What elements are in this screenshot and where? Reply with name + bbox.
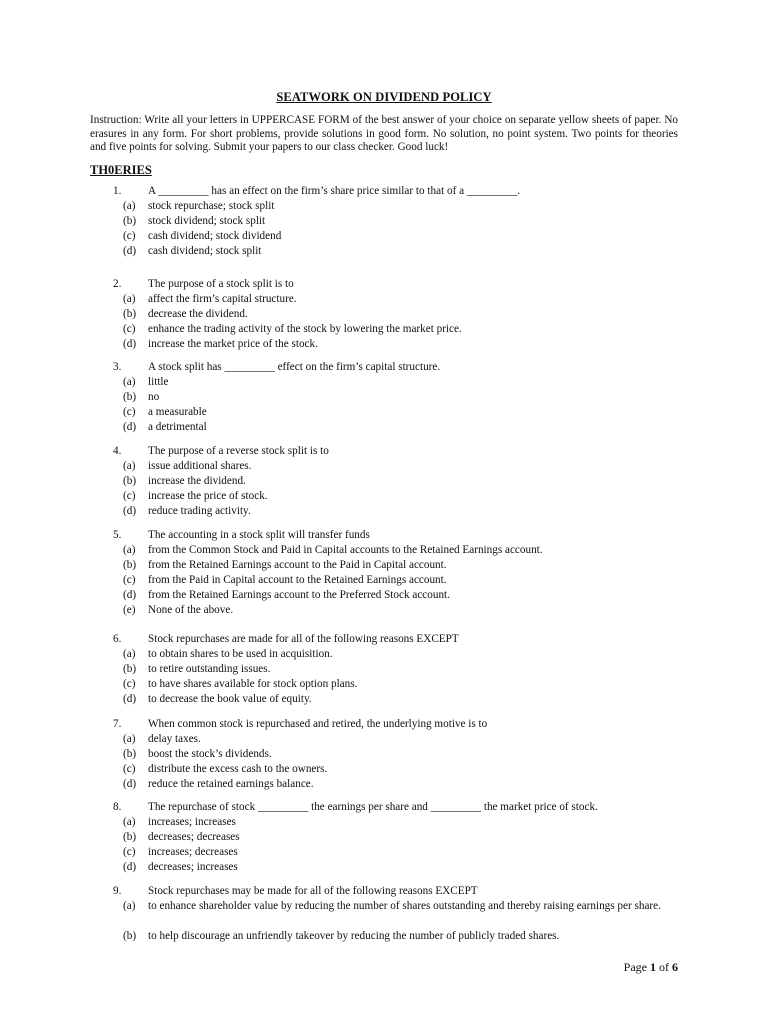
answer-option xyxy=(0,375,768,390)
question-number: 7. xyxy=(113,718,122,730)
question-text: When common stock is repurchased and retired, the underlying motive is to xyxy=(148,718,488,730)
option-text: enhance the trading activity of the stock by lowering the market price. xyxy=(148,323,462,335)
question-number: 2. xyxy=(113,278,122,290)
question-item xyxy=(0,632,768,707)
option-text: to enhance shareholder value by reducing the number of shares outstanding and thereby raising earnings per share. xyxy=(148,900,661,912)
option-letter: (e) xyxy=(123,604,136,616)
option-letter: (c) xyxy=(123,230,136,242)
option-text: delay taxes. xyxy=(148,733,201,745)
question-stem xyxy=(0,528,768,543)
option-letter: (a) xyxy=(123,648,136,660)
option-letter: (d) xyxy=(123,589,137,601)
answer-option xyxy=(0,603,768,618)
answer-option xyxy=(0,647,768,662)
option-text: boost the stock’s dividends. xyxy=(148,748,272,760)
option-letter: (a) xyxy=(123,816,136,828)
answer-option xyxy=(0,420,768,435)
option-letter: (b) xyxy=(123,748,137,760)
question-text: Stock repurchases are made for all of the following reasons EXCEPT xyxy=(148,633,459,645)
option-letter: (d) xyxy=(123,245,137,257)
question-stem xyxy=(0,884,768,899)
option-text: increases; increases xyxy=(148,816,236,828)
answer-option xyxy=(0,929,768,944)
question-number: 9. xyxy=(113,885,122,897)
answer-option xyxy=(0,489,768,504)
answer-option xyxy=(0,459,768,474)
option-letter: (b) xyxy=(123,391,137,403)
option-letter: (b) xyxy=(123,831,137,843)
option-letter: (c) xyxy=(123,846,136,858)
option-letter: (b) xyxy=(123,215,137,227)
option-text: reduce the retained earnings balance. xyxy=(148,778,314,790)
option-letter: (b) xyxy=(123,559,137,571)
option-text: increase the market price of the stock. xyxy=(148,338,318,350)
answer-option xyxy=(0,405,768,420)
option-letter: (d) xyxy=(123,778,137,790)
option-letter: (a) xyxy=(123,733,136,745)
question-text: The accounting in a stock split will transfer funds xyxy=(148,529,370,541)
answer-option xyxy=(0,662,768,677)
question-number: 4. xyxy=(113,445,122,457)
question-number: 1. xyxy=(113,185,122,197)
answer-option xyxy=(0,692,768,707)
question-stem xyxy=(0,717,768,732)
page-of-label: of xyxy=(656,960,672,974)
answer-option xyxy=(0,747,768,762)
question-stem xyxy=(0,800,768,815)
option-text: from the Retained Earnings account to the Paid in Capital account. xyxy=(148,559,447,571)
option-text: from the Paid in Capital account to the Retained Earnings account. xyxy=(148,574,447,586)
question-stem xyxy=(0,444,768,459)
question-text: A _________ has an effect on the firm’s share price similar to that of a _________. xyxy=(148,185,520,197)
option-text: from the Retained Earnings account to the Preferred Stock account. xyxy=(148,589,450,601)
answer-option xyxy=(0,830,768,845)
answer-option xyxy=(0,307,768,322)
question-text: The purpose of a reverse stock split is to xyxy=(148,445,329,457)
option-text: a measurable xyxy=(148,406,207,418)
option-text: increase the price of stock. xyxy=(148,490,268,502)
option-letter: (c) xyxy=(123,574,136,586)
answer-option xyxy=(0,762,768,777)
answer-option xyxy=(0,860,768,875)
question-number: 3. xyxy=(113,361,122,373)
answer-option xyxy=(0,732,768,747)
question-item xyxy=(0,444,768,519)
answer-option xyxy=(0,899,768,929)
option-letter: (d) xyxy=(123,693,137,705)
option-letter: (b) xyxy=(123,930,137,942)
question-item xyxy=(0,884,768,944)
answer-option xyxy=(0,543,768,558)
page-footer xyxy=(624,960,678,975)
question-text: A stock split has _________ effect on the firm’s capital structure. xyxy=(148,361,441,373)
option-letter: (c) xyxy=(123,490,136,502)
question-item xyxy=(0,277,768,352)
answer-option xyxy=(0,229,768,244)
option-text: decreases; decreases xyxy=(148,831,240,843)
option-letter: (c) xyxy=(123,323,136,335)
answer-option xyxy=(0,337,768,352)
question-item xyxy=(0,360,768,435)
section-heading: TH0ERIES xyxy=(90,163,152,177)
answer-option xyxy=(0,815,768,830)
question-item xyxy=(0,528,768,618)
answer-option xyxy=(0,677,768,692)
page-label: Page xyxy=(623,960,650,974)
answer-option xyxy=(0,322,768,337)
option-letter: (d) xyxy=(123,861,137,873)
question-stem xyxy=(0,360,768,375)
option-text: reduce trading activity. xyxy=(148,505,251,517)
option-letter: (d) xyxy=(123,421,137,433)
option-text: affect the firm’s capital structure. xyxy=(148,293,297,305)
option-letter: (a) xyxy=(123,293,136,305)
option-text: a detrimental xyxy=(148,421,207,433)
question-stem xyxy=(0,184,768,199)
answer-option xyxy=(0,214,768,229)
option-text: stock dividend; stock split xyxy=(148,215,266,227)
question-item xyxy=(0,717,768,792)
option-letter: (a) xyxy=(123,544,136,556)
option-text: little xyxy=(148,376,169,388)
page-title: SEATWORK ON DIVIDEND POLICY xyxy=(276,90,492,104)
answer-option xyxy=(0,504,768,519)
question-number: 5. xyxy=(113,529,122,541)
answer-option xyxy=(0,292,768,307)
option-text: decreases; increases xyxy=(148,861,238,873)
option-text: stock repurchase; stock split xyxy=(148,200,275,212)
option-text: None of the above. xyxy=(148,604,234,616)
answer-option xyxy=(0,588,768,603)
option-text: to obtain shares to be used in acquisition. xyxy=(148,648,333,660)
question-text: Stock repurchases may be made for all of the following reasons EXCEPT xyxy=(148,885,478,897)
option-text: increases; decreases xyxy=(148,846,238,858)
option-letter: (c) xyxy=(123,763,136,775)
option-letter: (b) xyxy=(123,475,137,487)
answer-option xyxy=(0,390,768,405)
option-text: to decrease the book value of equity. xyxy=(148,693,312,705)
question-stem xyxy=(0,632,768,647)
page-total: 6 xyxy=(672,960,678,974)
option-text: to retire outstanding issues. xyxy=(148,663,271,675)
option-letter: (c) xyxy=(123,678,136,690)
question-number: 8. xyxy=(113,801,122,813)
answer-option xyxy=(0,573,768,588)
question-stem xyxy=(0,277,768,292)
page-current: 1 xyxy=(650,960,656,974)
option-text: no xyxy=(148,391,160,403)
question-text: The purpose of a stock split is to xyxy=(148,278,294,290)
option-text: issue additional shares. xyxy=(148,460,252,472)
option-text: to have shares available for stock option plans. xyxy=(148,678,358,690)
question-text: The repurchase of stock _________ the earnings per share and _________ the market price of stock. xyxy=(148,801,598,813)
option-text: cash dividend; stock split xyxy=(148,245,262,257)
option-letter: (a) xyxy=(123,460,136,472)
option-letter: (a) xyxy=(123,200,136,212)
answer-option xyxy=(0,777,768,792)
option-letter: (c) xyxy=(123,406,136,418)
option-letter: (d) xyxy=(123,505,137,517)
option-text: distribute the excess cash to the owners. xyxy=(148,763,328,775)
option-letter: (b) xyxy=(123,663,137,675)
instruction-paragraph: Instruction: Write all your letters in UPPERCASE FORM of the best answer of your choice on separate yellow sheets of paper. No erasures in any form. For short problems, provide solutions in good form. No solution, no point system. Two points for theories and five points for solving. Submit your papers to our class checker. Good luck! xyxy=(90,114,678,154)
option-letter: (b) xyxy=(123,308,137,320)
option-text: from the Common Stock and Paid in Capital accounts to the Retained Earnings account. xyxy=(148,544,543,556)
option-text: to help discourage an unfriendly takeover by reducing the number of publicly traded shares. xyxy=(148,930,560,942)
question-item xyxy=(0,800,768,875)
answer-option xyxy=(0,845,768,860)
option-letter: (a) xyxy=(123,900,136,912)
answer-option xyxy=(0,558,768,573)
question-number: 6. xyxy=(113,633,122,645)
option-text: decrease the dividend. xyxy=(148,308,248,320)
answer-option xyxy=(0,474,768,489)
answer-option xyxy=(0,199,768,214)
question-item xyxy=(0,184,768,259)
answer-option xyxy=(0,244,768,259)
option-letter: (d) xyxy=(123,338,137,350)
option-text: cash dividend; stock dividend xyxy=(148,230,282,242)
option-letter: (a) xyxy=(123,376,136,388)
option-text: increase the dividend. xyxy=(148,475,246,487)
